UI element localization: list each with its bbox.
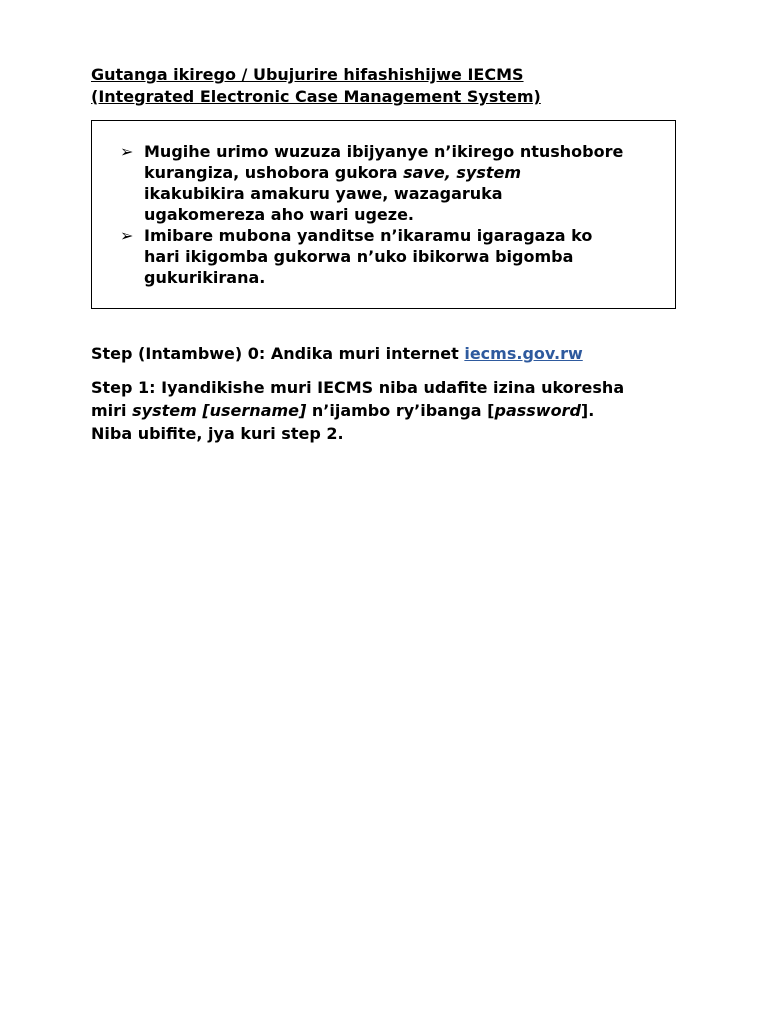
notice-box [91, 120, 676, 309]
notice-item-save [120, 141, 670, 225]
step-1-line-2-text-a: miri [91, 401, 133, 420]
notice-item-save-line-2-text: kurangiza, ushobora gukora [144, 163, 404, 182]
notice-list [120, 141, 670, 288]
notice-item-numbers [120, 225, 670, 288]
notice-item-numbers-line-2: hari ikigomba gukorwa n’uko ibikorwa bigomba [144, 247, 574, 266]
step-1-line-2-text-e: ]. [580, 401, 595, 420]
document-title [91, 64, 691, 108]
step-1-paragraph [91, 376, 691, 445]
step-1-line-3: Niba ubifite, jya kuri step 2. [91, 424, 344, 443]
notice-item-numbers-line-1: Imibare mubona yanditse n’ikaramu igaragaza ko [144, 226, 593, 245]
iecms-website-link[interactable]: iecms.gov.rw [464, 344, 583, 363]
step-1-password-term: password [494, 401, 581, 420]
notice-item-save-line-3: ikakubikira amakuru yawe, wazagaruka [144, 184, 503, 203]
step-1-line-1: Step 1: Iyandikishe muri IECMS niba udafite izina ukoresha [91, 378, 625, 397]
step-1-username-term: system [username] [132, 401, 307, 420]
step-1-line-2-text-c: n’ijambo ry’ibanga [ [306, 401, 495, 420]
notice-item-save-line-2 [144, 162, 670, 183]
step-0-text: Step (Intambwe) 0: Andika muri internet [91, 344, 465, 363]
step-1-line-2 [91, 399, 691, 422]
title-line-2: (Integrated Electronic Case Management System) [91, 87, 541, 106]
notice-item-save-line-4: ugakomereza aho wari ugeze. [144, 205, 414, 224]
arrow-bullet-icon: ➢ [120, 226, 134, 245]
notice-item-numbers-line-3: gukurikirana. [144, 268, 266, 287]
notice-item-save-emphasis: save, system [403, 163, 522, 182]
title-line-1: Gutanga ikirego / Ubujurire hifashishijwe IECMS [91, 65, 524, 84]
notice-item-save-line-1: Mugihe urimo wuzuza ibijyanye n’ikirego ntushobore [144, 142, 624, 161]
step-0-paragraph [91, 343, 583, 365]
arrow-bullet-icon: ➢ [120, 142, 134, 161]
